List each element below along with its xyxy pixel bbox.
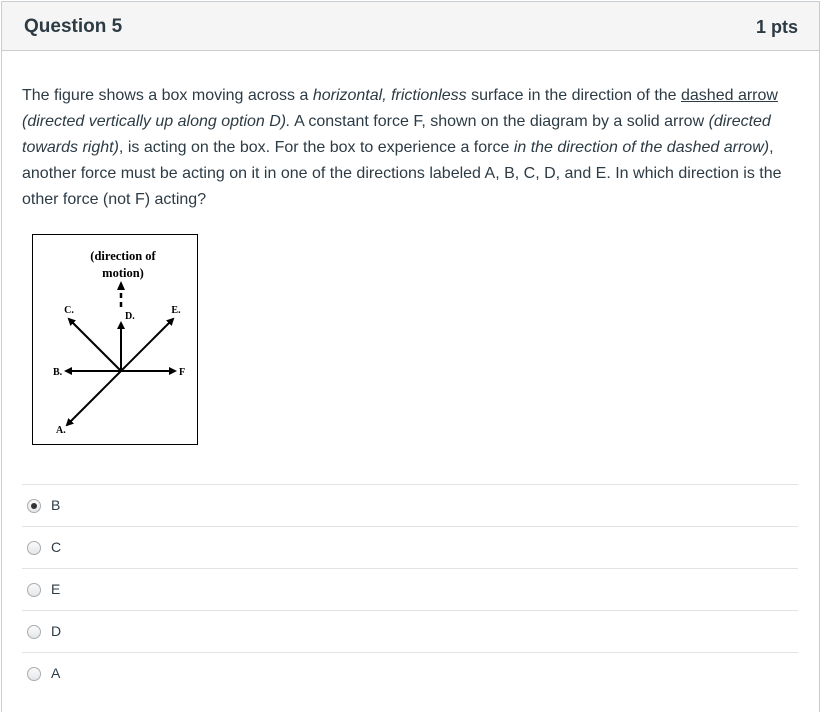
- question-header: [2, 2, 819, 51]
- answer-option[interactable]: [22, 568, 798, 610]
- arrow-e: [121, 319, 173, 371]
- label-e: E.: [171, 305, 181, 316]
- question-text-underline: dashed arrow: [681, 87, 778, 104]
- question-text-emphasis: in the direction of the dashed arrow): [513, 139, 770, 156]
- label-f: F: [179, 367, 186, 378]
- question-text-emphasis: (directed vertically up along option D).: [22, 113, 291, 130]
- question-text-part: The figure shows a box moving across a: [22, 87, 313, 104]
- answer-label[interactable]: A: [51, 665, 61, 681]
- motion-arrowhead-icon: [117, 281, 125, 290]
- arrow-c: [69, 319, 121, 371]
- question-title: Question 5: [24, 16, 123, 37]
- question-text: [22, 83, 794, 213]
- label-a: A.: [56, 425, 66, 436]
- question-text-part: , is acting on the box. For the box to experience a force: [118, 139, 514, 156]
- radio-button[interactable]: [27, 583, 41, 597]
- answer-label[interactable]: E: [51, 581, 61, 597]
- question-text-part: surface in the direction of the: [466, 87, 681, 104]
- question-text-part: , another force must be acting on it in one of the directions labeled A, B, C, D, and E. In which direction is the other force (not F) acting?: [22, 139, 782, 208]
- label-c: C.: [64, 305, 74, 316]
- arrow-a: [67, 371, 121, 425]
- motion-label-line2: motion): [102, 266, 144, 280]
- force-diagram-svg: [33, 235, 199, 446]
- motion-label-line1: (direction of: [90, 249, 156, 263]
- answer-option[interactable]: [22, 610, 798, 652]
- answer-label[interactable]: D: [51, 623, 62, 639]
- radio-button[interactable]: [27, 625, 41, 639]
- question-text-part: A constant force F, shown on the diagram by a solid arrow: [290, 113, 709, 130]
- radio-button[interactable]: [27, 541, 41, 555]
- answer-option[interactable]: [22, 652, 798, 694]
- answer-label[interactable]: C: [51, 539, 62, 555]
- answer-option[interactable]: [22, 526, 798, 568]
- question-text-emphasis: (directed towards right): [22, 113, 771, 156]
- question-text-emphasis: horizontal, frictionless: [312, 87, 467, 104]
- answer-label[interactable]: B: [51, 497, 61, 513]
- answer-list: [22, 484, 798, 694]
- label-d: D.: [125, 311, 135, 322]
- question-points: 1 pts: [755, 17, 798, 37]
- radio-button[interactable]: [27, 499, 41, 513]
- label-b: B.: [53, 367, 63, 378]
- answer-option[interactable]: [22, 484, 798, 526]
- radio-button[interactable]: [27, 667, 41, 681]
- force-diagram: [32, 234, 198, 445]
